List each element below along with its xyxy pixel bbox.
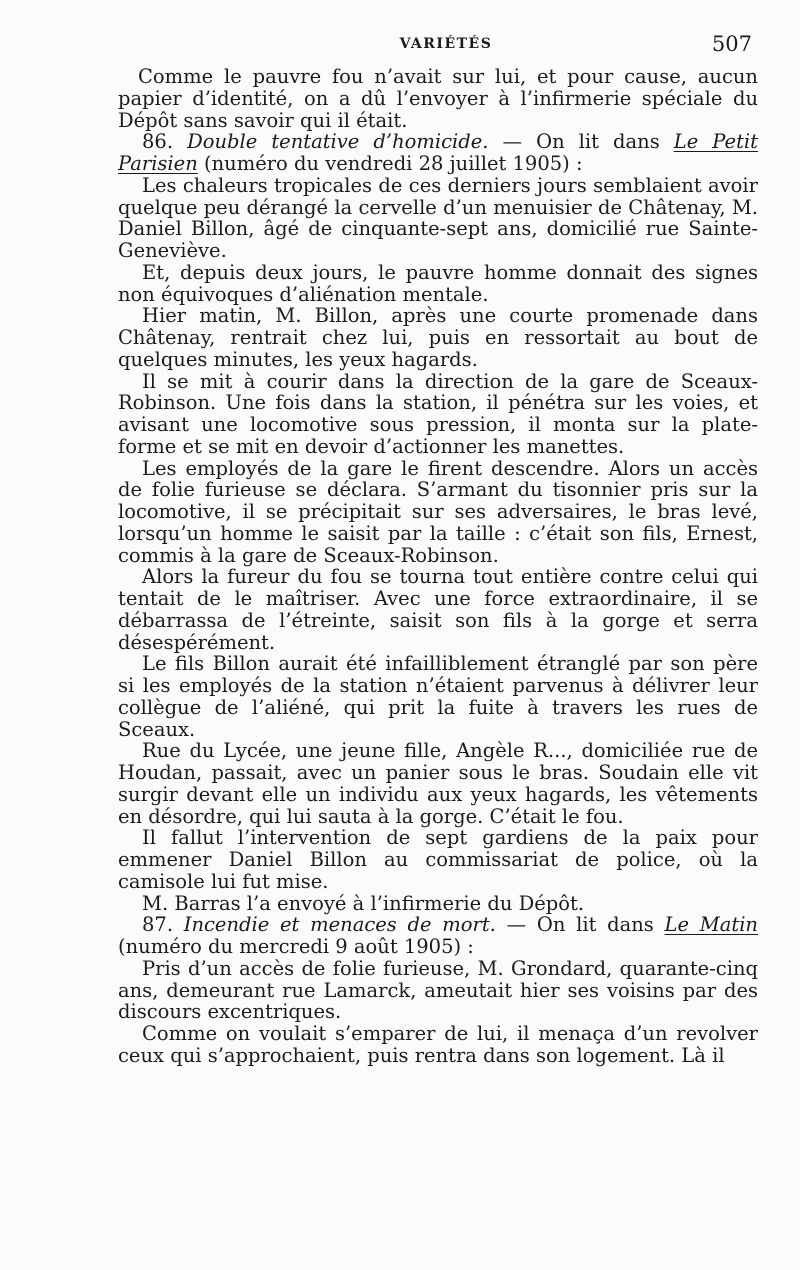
- paragraph: Les chaleurs tropicales de ces derniers jours semblaient avoir quelque peu dérangé la cervelle d’un menuisier de Châtenay, M. Daniel Billon, âgé de cinquante-sept ans, domicilié rue Sainte-Geneviève.: [118, 173, 758, 262]
- paragraph: Le fils Billon aurait été infailliblement étranglé par son père si les employés de la station n’étaient parvenus à délivrer leur collègue de l’aliéné, qui prit la fuite à travers les rues de Sceaux.: [118, 652, 758, 741]
- paragraph: Et, depuis deux jours, le pauvre homme donnait des signes non équivoques d’aliénation mentale.: [118, 260, 758, 306]
- entry-number: 87.: [142, 913, 174, 937]
- paragraph: Comme le pauvre fou n’avait sur lui, et pour cause, aucun papier d’identité, on a dû l’envoyer à l’infirmerie spéciale du Dépôt sans savoir qui il était.: [118, 65, 758, 132]
- entry-lead: — On lit dans: [488, 130, 674, 154]
- entry-source: (numéro du mercredi 9 août 1905) :: [118, 935, 474, 958]
- paragraph: Il se mit à courir dans la direction de la gare de Sceaux-Robinson. Une fois dans la station, il pénétra sur les voies, et avisant une locomotive sous pression, il monta sur la plate-forme et se mit en devoir d’actionner les manettes.: [118, 369, 758, 458]
- page-header: [118, 32, 758, 56]
- entry-number: 86.: [142, 130, 174, 154]
- page-number: 507: [711, 32, 752, 56]
- publication-name: Le Matin: [664, 913, 758, 937]
- entry-heading-87: [118, 914, 758, 958]
- running-head: VARIÉTÉS: [399, 36, 493, 52]
- entry-heading-86: [118, 131, 758, 175]
- paragraph: Alors la fureur du fou se tourna tout entière contre celui qui tentait de le maîtriser. Avec une force extraordinaire, il se débarrassa de l’étreinte, saisit son fils à la gorge et serra désespérément.: [118, 565, 758, 654]
- entry-lead: — On lit dans: [495, 913, 665, 937]
- entry-title: Incendie et menaces de mort.: [183, 913, 496, 937]
- paragraph: M. Barras l’a envoyé à l’infirmerie du Dépôt.: [142, 891, 585, 915]
- entry-source: (numéro du vendredi 28 juillet 1905) :: [197, 152, 583, 175]
- paragraph: Les employés de la gare le firent descendre. Alors un accès de folie furieuse se déclara. S’armant du tisonnier pris sur la locomotive, il se précipitait sur ses adversaires, le bras levé, lorsqu’un homme le saisit par la taille : c’était son fils, Ernest, commis à la gare de Sceaux-Robinson.: [118, 456, 758, 567]
- publication-name: Le Petit Parisien: [118, 130, 758, 175]
- paragraph: Rue du Lycée, une jeune fille, Angèle R..., domiciliée rue de Houdan, passait, avec un panier sous le bras. Soudain elle vit surgir devant elle un individu aux yeux hagards, les vêtements en désordre, qui lui sauta à la gorge. C’était le fou.: [118, 739, 758, 828]
- paragraph: Il fallut l’intervention de sept gardiens de la paix pour emmener Daniel Billon au commissariat de police, où la camisole lui fut mise.: [118, 826, 758, 893]
- body-text: [118, 66, 758, 1067]
- paragraph: Hier matin, M. Billon, après une courte promenade dans Châtenay, rentrait chez lui, puis en ressortait au bout de quelques minutes, les yeux hagards.: [118, 304, 758, 371]
- paragraph: Pris d’un accès de folie furieuse, M. Grondard, quarante-cinq ans, demeurant rue Lamarck, ameutait hier ses voisins par des discours excentriques.: [118, 956, 758, 1024]
- paragraph: Comme on voulait s’emparer de lui, il menaça d’un revolver ceux qui s’approchaient, puis rentra dans son logement. Là il: [118, 1022, 758, 1067]
- entry-title: Double tentative d’homicide.: [187, 130, 489, 154]
